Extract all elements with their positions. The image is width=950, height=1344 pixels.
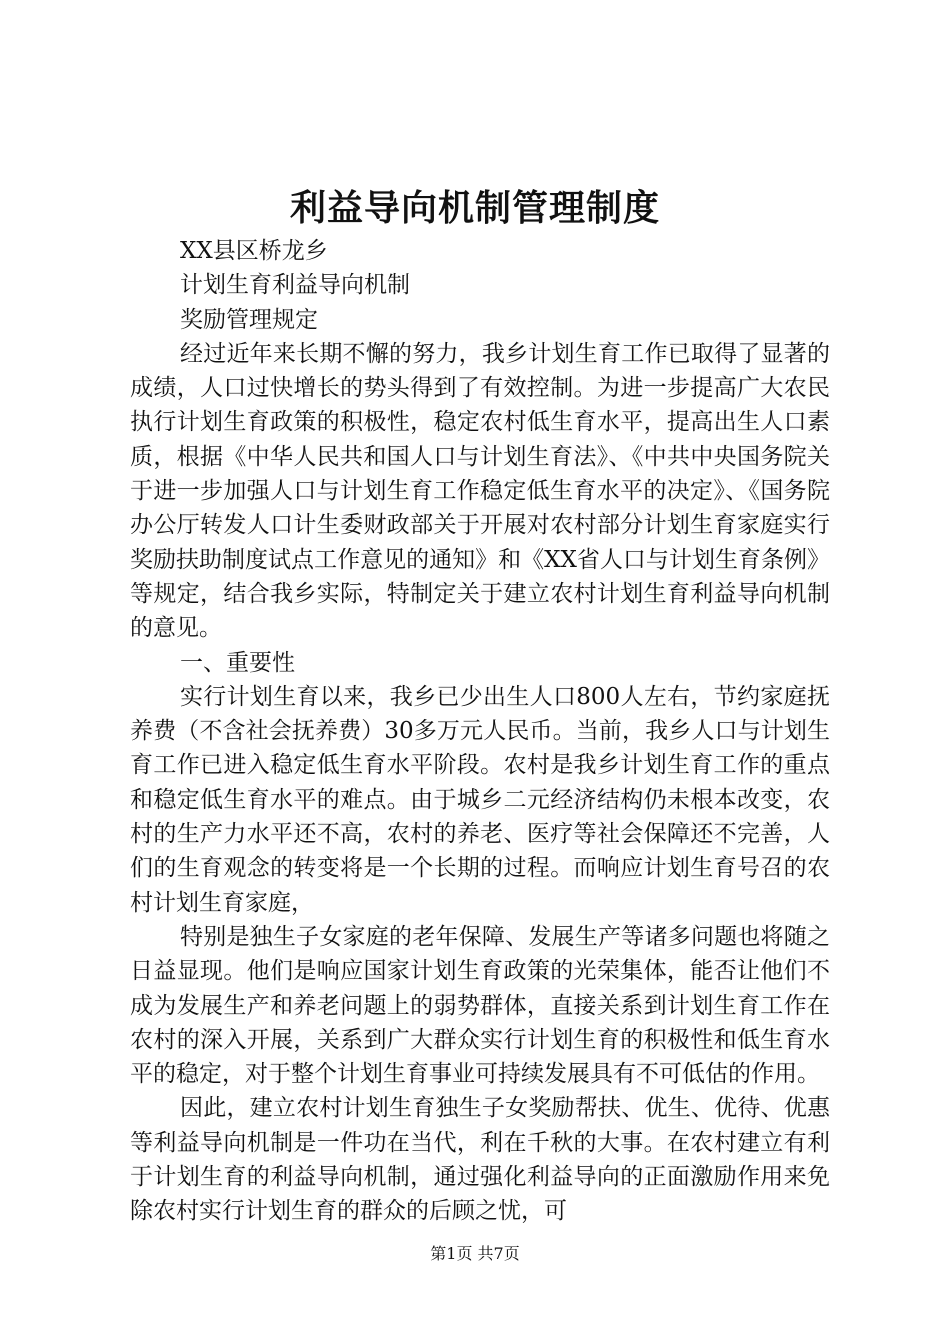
- paragraph-single-child-families: 特别是独生子女家庭的老年保障、发展生产等诸多问题也将随之日益显现。他们是响应国家计划生育政策的光荣集体，能否让他们不成为发展生产和养老问题上的弱势群体，直接关系到计划生育工作在农村的深入开展，关系到广大群众实行计划生育的积极性和低生育水平的稳定，对于整个计划生育事业可持续发展具有不可低估的作用。: [130, 923, 830, 1088]
- document-body: [130, 234, 830, 1229]
- paragraph-subject: 计划生育利益导向机制: [180, 272, 410, 299]
- paragraph-therefore: 因此，建立农村计划生育独生子女奖励帮扶、优生、优待、优惠等利益导向机制是一件功在当代，利在千秋的大事。在农村建立有利于计划生育的利益导向机制，通过强化利益导向的正面激励作用来免除农村实行计划生育的群众的后顾之忧，可: [130, 1095, 830, 1225]
- section-heading-importance: 一、重要性: [180, 649, 295, 676]
- paragraph-background: 实行计划生育以来，我乡已少出生人口800人左右，节约家庭抚养费（不含社会抚养费）30多万元人民币。当前，我乡人口与计划生育工作已进入稳定低生育水平阶段。农村是我乡计划生育工作的重点和稳定低生育水平的难点。由于城乡二元经济结构仍未根本改变，农村的生产力水平还不高，农村的养老、医疗等社会保障还不完善，人们的生育观念的转变将是一个长期的过程。而响应计划生育号召的农村计划生育家庭，: [130, 683, 830, 916]
- page-number-footer: 第1页 共7页: [430, 1244, 520, 1263]
- paragraph-rule-name: 奖励管理规定: [180, 306, 318, 333]
- paragraph-intro: 经过近年来长期不懈的努力，我乡计划生育工作已取得了显著的成绩，人口过快增长的势头得到了有效控制。为进一步提高广大农民执行计划生育政策的积极性，稳定农村低生育水平，提高出生人口素质，根据《中华人民共和国人口与计划生育法》、《中共中央国务院关于进一步加强人口与计划生育工作稳定低生育水平的决定》、《国务院办公厅转发人口计生委财政部关于开展对农村部分计划生育家庭实行奖励扶助制度试点工作意见的通知》和《XX省人口与计划生育条例》等规定，结合我乡实际，特制定关于建立农村计划生育利益导向机制的意见。: [130, 340, 830, 642]
- paragraph-location: XX县区桥龙乡: [180, 238, 328, 264]
- document-title: 利益导向机制管理制度: [289, 187, 660, 229]
